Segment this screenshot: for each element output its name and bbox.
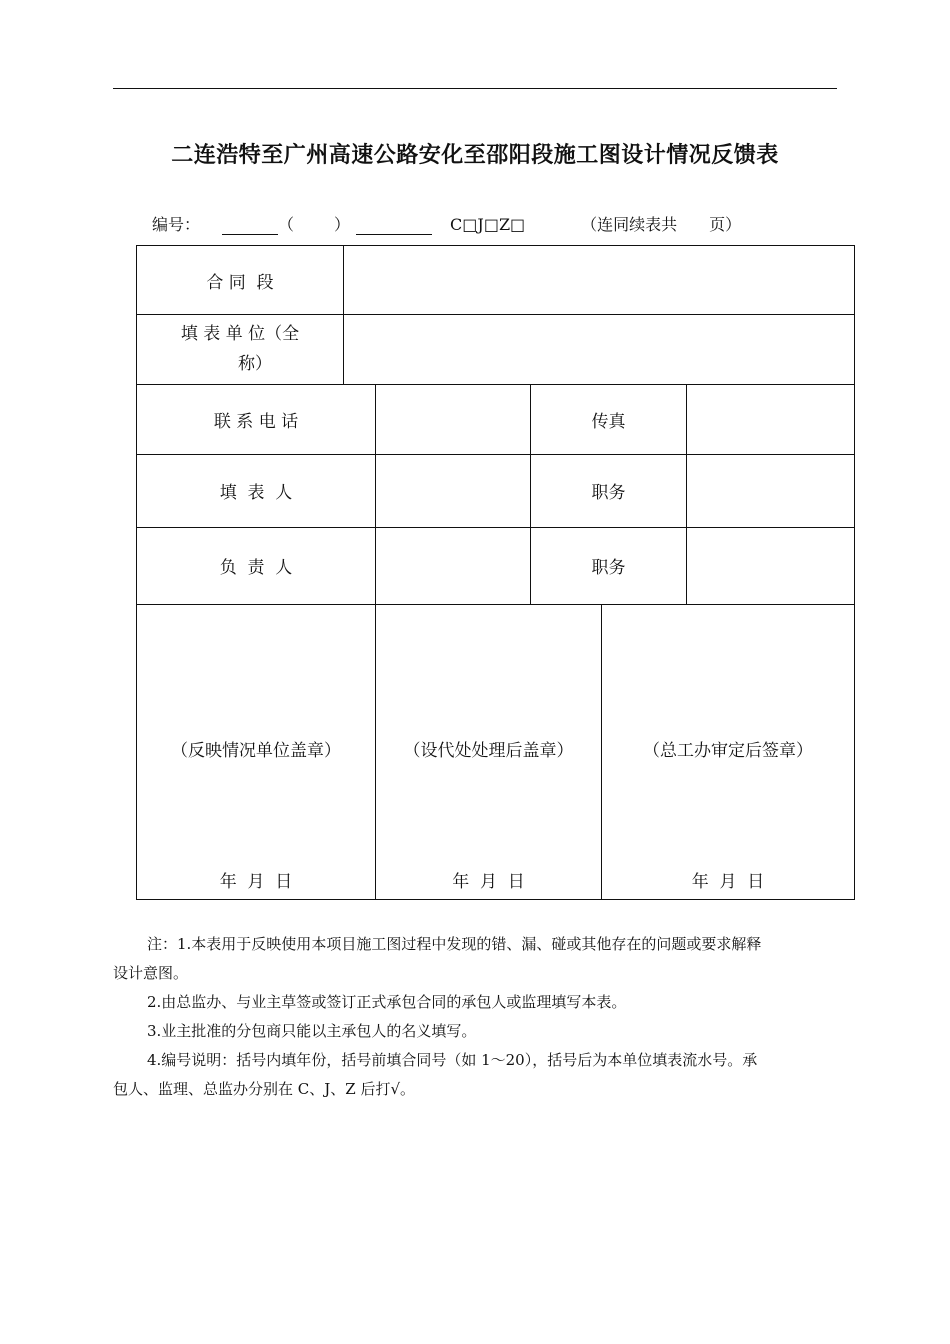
header-rule [113, 88, 837, 89]
contract-number-field[interactable] [222, 216, 278, 235]
continuation-note: （连同续表共 页） [581, 215, 742, 234]
manager-label: 负 责 人 [219, 558, 293, 578]
feedback-form-table [136, 245, 855, 900]
filler-field[interactable] [376, 454, 530, 527]
filler-label: 填 表 人 [219, 483, 293, 503]
note-1-line-1: 注：1.本表用于反映使用本项目施工图过程中发现的错、漏、碰或其他存在的问题或要求解释 [147, 935, 762, 953]
date-label: 年 月 日 [691, 872, 765, 892]
role-codes: C□J□Z□ [450, 215, 526, 234]
filling-unit-field[interactable] [344, 314, 854, 384]
filling-unit-label [137, 314, 343, 384]
manager-field[interactable] [376, 527, 530, 604]
chief-engineer-stamp-label: （总工办审定后签章） [643, 741, 813, 761]
note-4-line-2: 包人、监理、总监办分别在 C、J、Z 后打√。 [113, 1080, 416, 1098]
serial-number-field[interactable] [356, 216, 432, 235]
number-label: 编号： [152, 215, 201, 234]
filling-unit-label-line1: 填 表 单 位（全 [180, 324, 300, 344]
date-label: 年 月 日 [452, 872, 525, 892]
page-title: 二连浩特至广州高速公路安化至邵阳段施工图设计情况反馈表 [171, 143, 779, 168]
note-4-line-1: 4.编号说明：括号内填年份，括号前填合同号（如 1～20），括号后为本单位填表流水号。承 [147, 1051, 758, 1069]
manager-title-label: 职务 [591, 558, 626, 578]
note-1-line-2: 设计意图。 [113, 964, 189, 982]
design-office-stamp-label: （设代处处理后盖章） [403, 741, 574, 761]
filler-title-field[interactable] [687, 454, 854, 527]
paren-open: （ [278, 215, 295, 234]
contract-section-field[interactable] [344, 246, 854, 314]
fax-label: 传真 [591, 411, 626, 432]
filling-unit-label-line2: 称） [238, 354, 272, 374]
date-label: 年 月 日 [219, 872, 293, 892]
phone-label: 联 系 电 话 [213, 411, 299, 432]
chief-engineer-stamp-area[interactable] [602, 604, 854, 899]
notes [113, 930, 839, 1104]
contract-section-label: 合 同 段 [206, 272, 274, 293]
design-office-stamp-area[interactable] [376, 604, 601, 899]
reporting-unit-stamp-area[interactable] [137, 604, 375, 899]
paren-close: ） [334, 215, 351, 234]
note-3: 3.业主批准的分包商只能以主承包人的名义填写。 [147, 1022, 477, 1040]
fax-field[interactable] [687, 384, 854, 454]
reporting-unit-stamp-label: （反映情况单位盖章） [171, 741, 341, 761]
number-line [152, 212, 741, 235]
manager-title-field[interactable] [687, 527, 854, 604]
note-2: 2.由总监办、与业主草签或签订正式承包合同的承包人或监理填写本表。 [147, 993, 627, 1011]
phone-field[interactable] [376, 384, 530, 454]
filler-title-label: 职务 [591, 483, 626, 503]
